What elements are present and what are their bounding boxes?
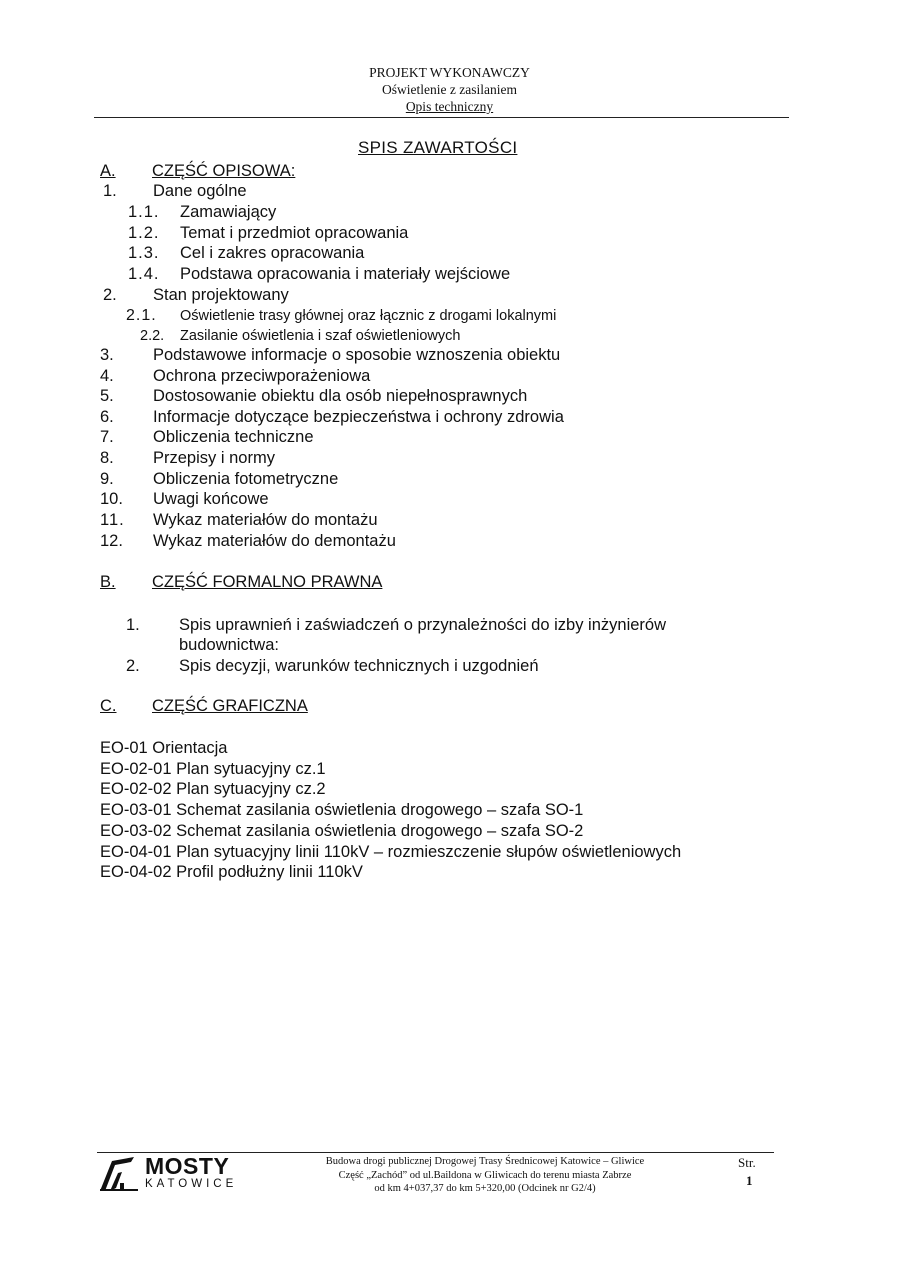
header-divider [94, 117, 789, 118]
logo-name: MOSTY [145, 1153, 230, 1179]
section-title: CZĘŚĆ OPISOWA: [152, 162, 296, 180]
header-doc-type: Opis techniczny [405, 99, 494, 114]
header-project-type: PROJEKT WYKONAWCZY [369, 65, 530, 80]
drawing-list-item: EO-03-02 Schemat zasilania oświetlenia drogowego – szafa SO-2 [100, 822, 584, 840]
logo-city: KATOWICE [145, 1178, 238, 1190]
drawing-list-item: EO-04-01 Plan sytuacyjny linii 110kV – rozmieszczenie słupów oświetleniowych [100, 843, 682, 861]
drawing-list-item: EO-03-01 Schemat zasilania oświetlenia drogowego – szafa SO-1 [100, 801, 584, 819]
drawing-list-item: EO-01 Orientacja [100, 739, 228, 757]
section-letter: C. [100, 697, 117, 715]
drawing-list-item: EO-02-01 Plan sytuacyjny cz.1 [100, 760, 326, 778]
toc-title: SPIS ZAWARTOŚCI [358, 138, 518, 157]
page-label: Str. [738, 1155, 756, 1170]
page-number: 1 [746, 1173, 753, 1188]
drawing-list-item: EO-04-02 Profil podłużny linii 110kV [100, 863, 363, 881]
header-subject: Oświetlenie z zasilaniem [382, 82, 517, 97]
section-title: CZĘŚĆ FORMALNO PRAWNA [152, 573, 383, 591]
section-letter: B. [100, 573, 116, 591]
section-letter: A. [100, 162, 116, 180]
document-header [0, 64, 899, 115]
drawing-list-item: EO-02-02 Plan sytuacyjny cz.2 [100, 780, 326, 798]
section-title: CZĘŚĆ GRAFICZNA [152, 697, 308, 715]
footer-project-info: Budowa drogi publicznej Drogowej Trasy Średnicowej Katowice – Gliwice Część „Zachód” od ul.Baildona w Gliwicach do terenu miasta Zabrze od km 4+037,37 do km 5+320,00 (Odcinek nr G2/4) [325, 1156, 645, 1194]
